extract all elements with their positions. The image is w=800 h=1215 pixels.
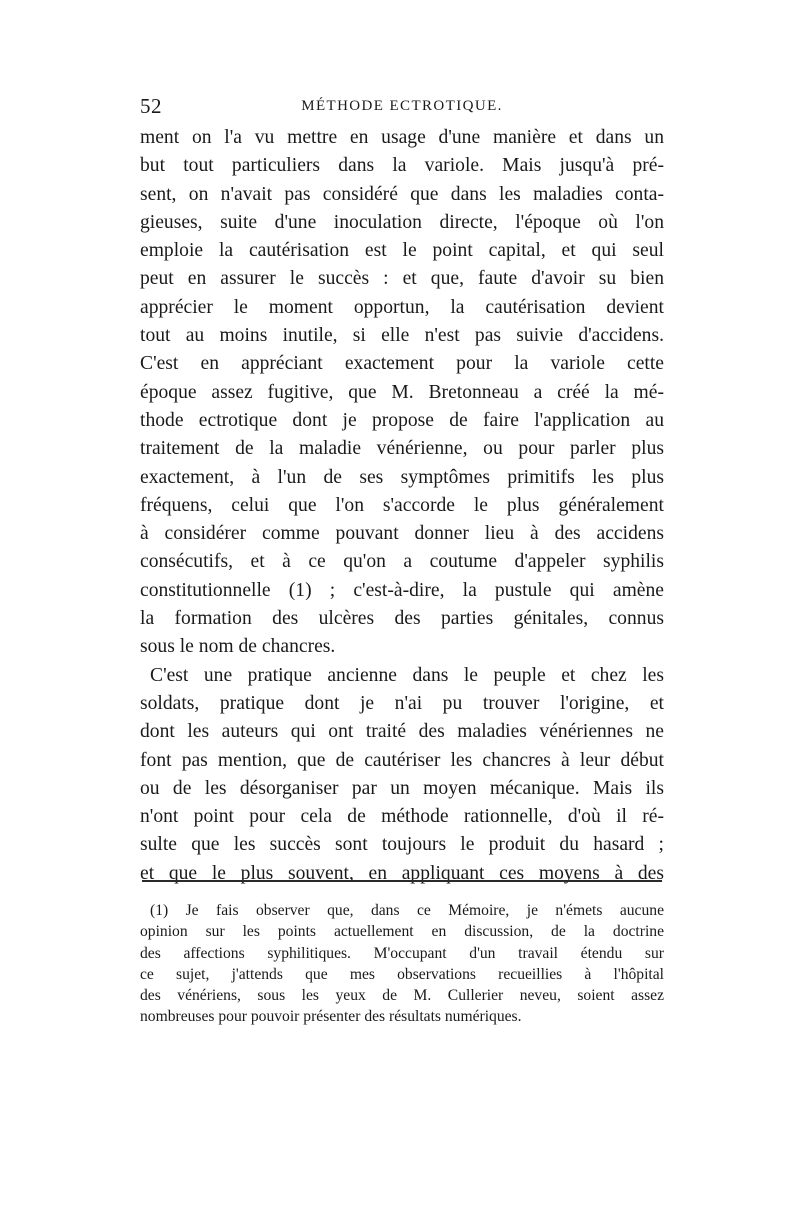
footnote bbox=[140, 900, 664, 1028]
text-line: peut en assurer le succès : et que, faute d'avoir su bien bbox=[140, 268, 664, 290]
main-text bbox=[140, 124, 664, 888]
text-line: consécutifs, et à ce qu'on a coutume d'appeler syphilis bbox=[140, 551, 664, 573]
text-line: ment on l'a vu mettre en usage d'une manière et dans un bbox=[140, 127, 664, 148]
text-line: but tout particuliers dans la variole. Mais jusqu'à pré- bbox=[140, 155, 664, 177]
text-line: gieuses, suite d'une inoculation directe, l'époque où l'on bbox=[140, 211, 664, 233]
text-line: dont les auteurs qui ont traité des maladies vénériennes ne bbox=[140, 721, 664, 743]
text-line: n'ont point pour cela de méthode rationnelle, d'où il ré- bbox=[140, 806, 664, 828]
text-line: font pas mention, que de cautériser les chancres à leur début bbox=[140, 749, 664, 771]
page-number: 52 bbox=[140, 94, 162, 118]
text-line: thode ectrotique dont je propose de faire l'application au bbox=[140, 409, 664, 431]
footnote-line: des affections syphilitiques. M'occupant d'un travail étendu sur bbox=[140, 944, 664, 962]
footnote-line: ce sujet, j'attends que mes observations recueillies à l'hôpital bbox=[140, 965, 664, 983]
page-header bbox=[140, 94, 664, 124]
text-line: et que le plus souvent, en appliquant ces moyens à des bbox=[140, 862, 664, 884]
footnote-line: opinion sur les points actuellement en discussion, de la doctrine bbox=[140, 923, 664, 941]
footnote-line: (1) Je fais observer que, dans ce Mémoire, je n'émets aucune bbox=[150, 902, 664, 919]
paragraph-end-line: sous le nom de chancres. bbox=[140, 636, 336, 658]
paragraph-start-line: C'est une pratique ancienne dans le peuple et chez les bbox=[150, 664, 664, 686]
text-line: traitement de la maladie vénérienne, ou pour parler plus bbox=[140, 438, 664, 460]
footnote-line: nombreuses pour pouvoir présenter des résultats numériques. bbox=[140, 1008, 522, 1026]
text-line: époque assez fugitive, que M. Bretonneau a créé la mé- bbox=[140, 381, 664, 403]
text-line: tout au moins inutile, si elle n'est pas suivie d'accidens. bbox=[140, 325, 664, 347]
text-line: à considérer comme pouvant donner lieu à des accidens bbox=[140, 523, 664, 545]
text-line: exactement, à l'un de ses symptômes primitifs les plus bbox=[140, 466, 664, 488]
running-title: MÉTHODE ECTROTIQUE. bbox=[301, 98, 503, 114]
text-line: sulte que les succès sont toujours le produit du hasard ; bbox=[140, 834, 664, 856]
footnote-separator bbox=[142, 880, 662, 882]
footnote-line: des vénériens, sous les yeux de M. Cullerier neveu, soient assez bbox=[140, 987, 664, 1005]
text-line: la formation des ulcères des parties génitales, connus bbox=[140, 608, 664, 630]
text-line: apprécier le moment opportun, la cautérisation devient bbox=[140, 296, 664, 318]
text-line: constitutionnelle (1) ; c'est-à-dire, la pustule qui amène bbox=[140, 579, 664, 601]
text-line: sent, on n'avait pas considéré que dans les maladies conta- bbox=[140, 183, 664, 205]
text-line: C'est en appréciant exactement pour la variole cette bbox=[140, 353, 664, 375]
text-line: emploie la cautérisation est le point capital, et qui seul bbox=[140, 240, 664, 262]
text-line: ou de les désorganiser par un moyen mécanique. Mais ils bbox=[140, 777, 664, 799]
text-line: soldats, pratique dont je n'ai pu trouver l'origine, et bbox=[140, 692, 664, 714]
text-line: fréquens, celui que l'on s'accorde le plus généralement bbox=[140, 494, 664, 516]
